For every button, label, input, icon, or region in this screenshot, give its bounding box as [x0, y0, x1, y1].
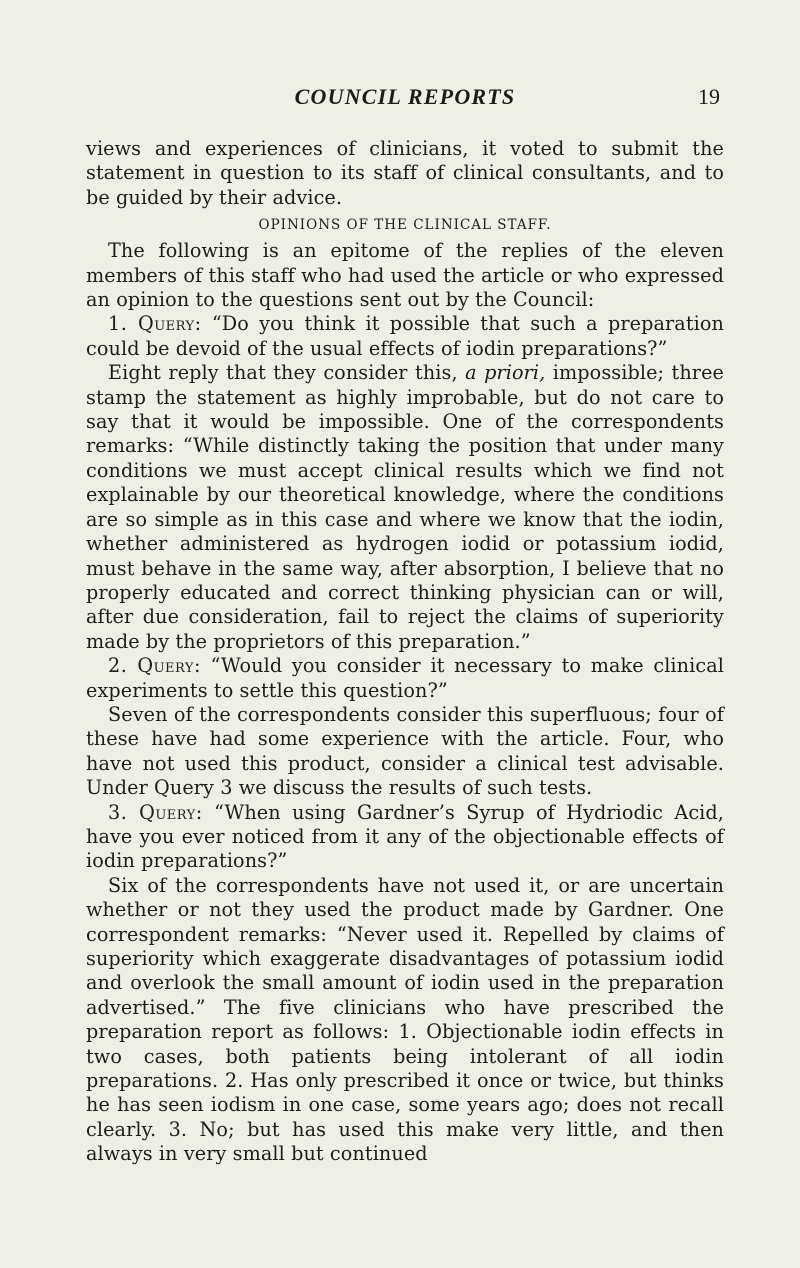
- page-number: 19: [698, 84, 720, 109]
- answer-1: [86, 361, 724, 654]
- running-head: [90, 84, 720, 114]
- query-1-label: 1. Query:: [108, 312, 202, 336]
- answer-1-part-b: impossible; three stamp the statement as highly improbable, but do not care to say that it would be impossible. One of the correspondents remarks: “While distinctly taking the position that under many conditions we must accept clinical results which we find not explainable by our theoretical knowledge, where the conditions are so simple as in this case and where we know that the iodin, whether administered as hydrogen iodid or potassium iodid, must behave in the same way, after absorption, I believe that no properly educated and correct thinking physician can or will, after due consideration, fail to reject the claims of superiority made by the proprietors of this preparation.”: [86, 361, 724, 653]
- section-heading: OPINIONS OF THE CLINICAL STAFF.: [258, 217, 552, 234]
- answer-2: Seven of the correspondents consider this superfluous; four of these have had some experience with the article. Four, who have not used this product, consider a clinical test advisable. Under Query 3 we discuss the results of such tests.: [86, 702, 724, 800]
- query-1-text: “Do you think it possible that such a preparation could be devoid of the usual effects of iodin preparations?”: [86, 312, 724, 360]
- query-3-label: 3. Query:: [108, 800, 203, 824]
- answer-3: Six of the correspondents have not used it, or are uncertain whether or not they used the product made by Gardner. One correspondent remarks: “Never used it. Repelled by claims of superiority which exaggerate disadvantages of potassium iodid and overlook the small amount of iodin used in the preparation advertised.” The five clinicians who have prescribed the preparation report as follows: 1. Objectionable iodin effects in two cases, both patients being intolerant of all iodin preparations. 2. Has only prescribed it once or twice, but thinks he has seen iodism in one case, some years ago; does not recall clearly. 3. No; but has used this make very little, and then always in very small but continued: [86, 873, 724, 1166]
- body-text: [86, 137, 724, 1167]
- query-3-text: “When using Gardner’s Syrup of Hydriodic Acid, have you ever noticed from it any of the objectionable effects of iodin preparations?”: [86, 800, 724, 873]
- answer-1-italic: a priori,: [465, 361, 546, 385]
- query-2-text: “Would you consider it necessary to make clinical experiments to settle this question?”: [86, 654, 724, 702]
- query-2: [86, 654, 724, 703]
- paragraph-continuation: views and experiences of clinicians, it voted to submit the statement in question to its staff of clinical consultants, and to be guided by their advice.: [86, 137, 724, 209]
- answer-1-part-a: Eight reply that they consider this,: [108, 361, 466, 385]
- running-title: COUNCIL REPORTS: [294, 84, 516, 109]
- paragraph-epitome: The following is an epitome of the replies of the eleven members of this staff who had used the article or who expressed an opinion to the questions sent out by the Council:: [86, 239, 724, 312]
- query-1: [86, 312, 724, 361]
- query-3: [86, 801, 724, 874]
- query-2-label: 2. Query:: [108, 654, 201, 678]
